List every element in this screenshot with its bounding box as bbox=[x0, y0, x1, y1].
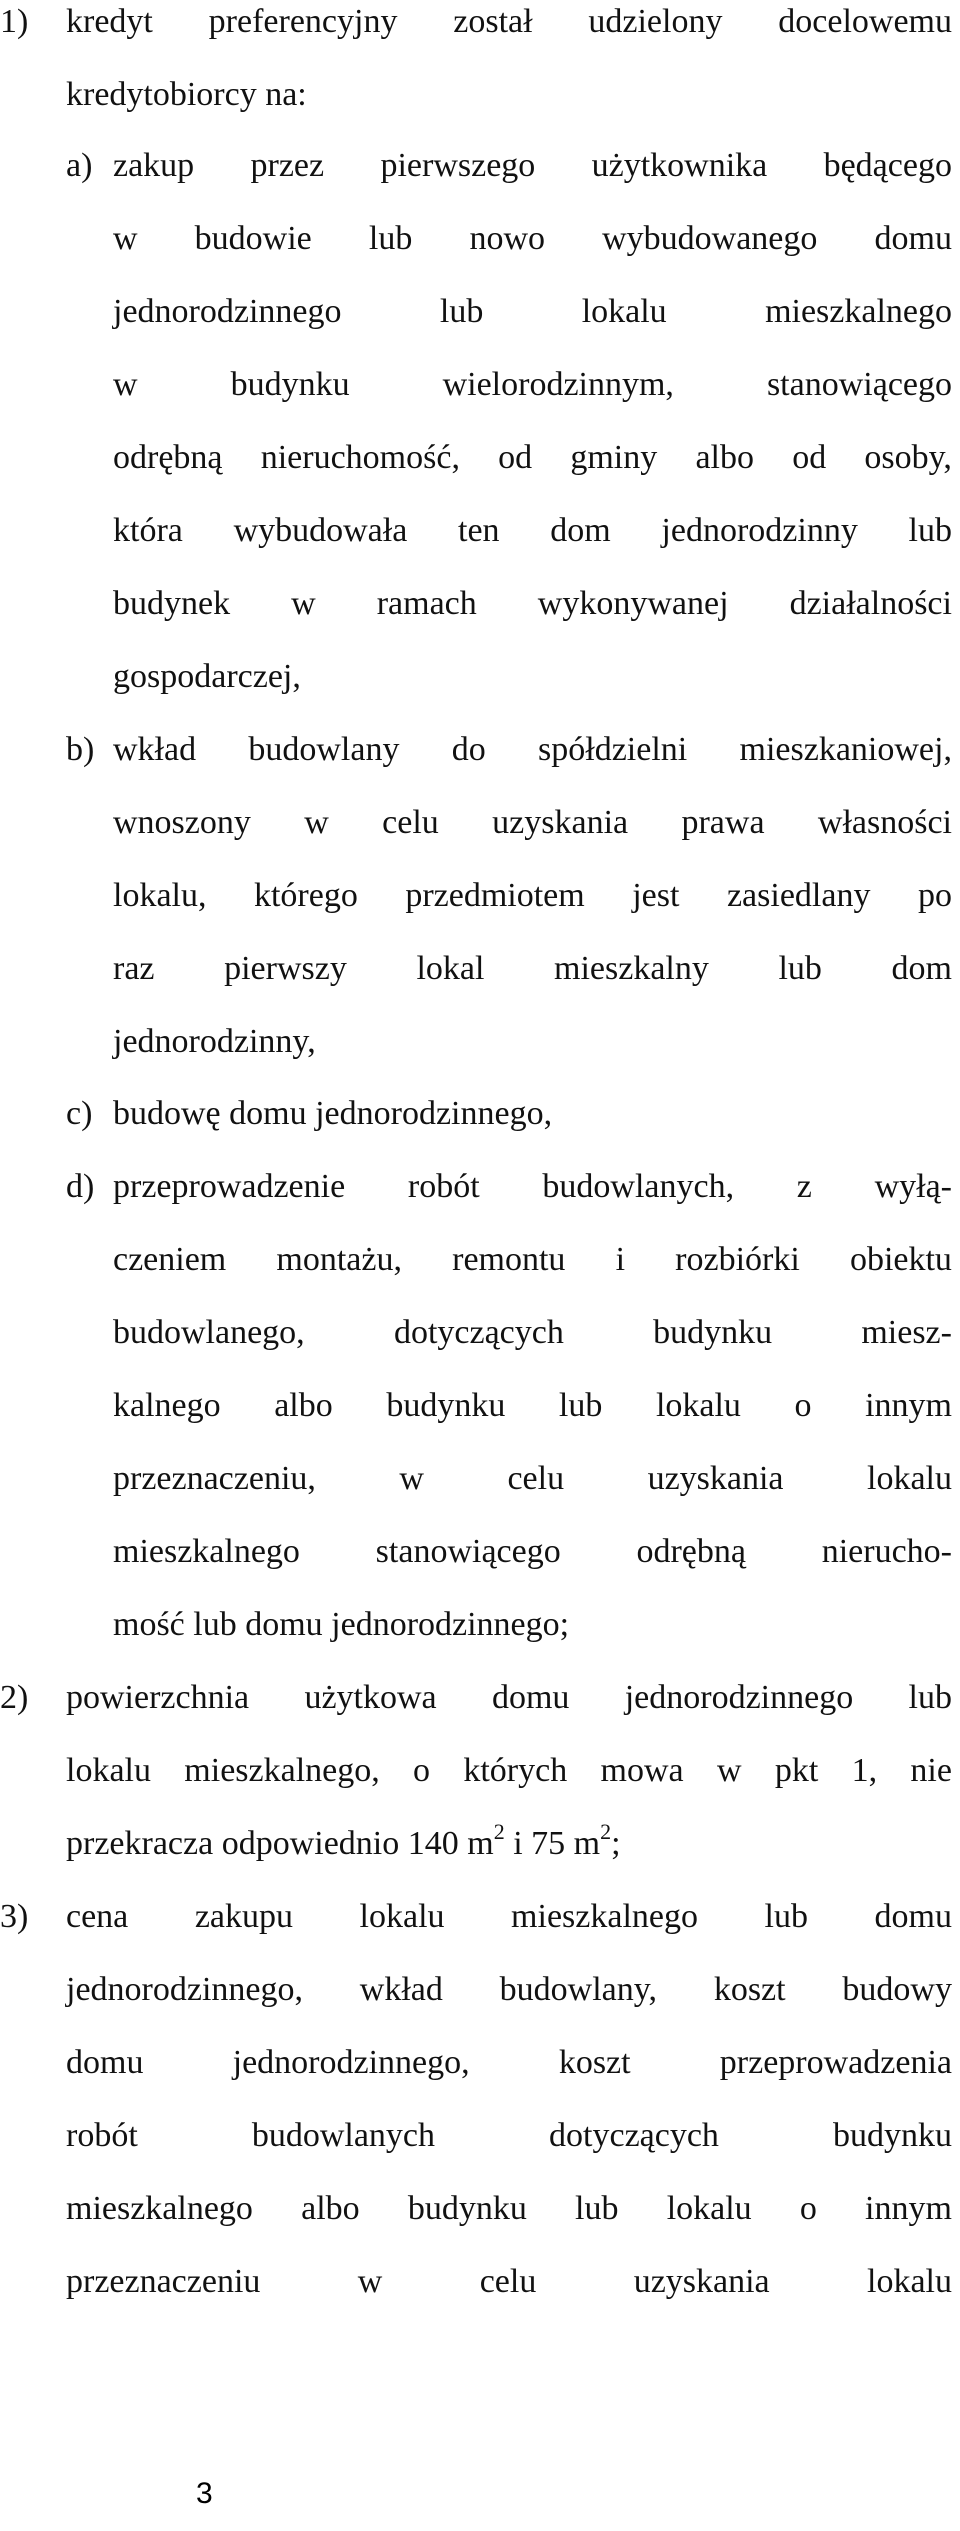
word: koszt bbox=[558, 2044, 631, 2081]
word: celu bbox=[382, 804, 439, 841]
sub-d-line-3 bbox=[113, 1313, 952, 1353]
word: użytkowa bbox=[304, 1679, 437, 1716]
word: zakupu bbox=[194, 1898, 293, 1935]
sub-a-line-2 bbox=[113, 219, 952, 259]
word: w bbox=[113, 366, 138, 403]
word: robót bbox=[407, 1168, 480, 1205]
sub-b-line-4 bbox=[113, 949, 952, 989]
word: wielorodzinnym, bbox=[442, 366, 674, 403]
word: mieszkalnego, bbox=[184, 1752, 380, 1789]
word: został bbox=[453, 3, 533, 40]
word: zakup bbox=[113, 147, 195, 184]
word: którego bbox=[253, 877, 358, 914]
word: robót bbox=[66, 2117, 138, 2154]
word: od bbox=[792, 439, 827, 476]
word: po bbox=[917, 877, 952, 914]
word: dotyczących bbox=[549, 2117, 719, 2154]
word: raz bbox=[113, 950, 155, 987]
word: użytkownika bbox=[591, 147, 768, 184]
sub-a-line-3 bbox=[113, 292, 952, 332]
word: lokalu bbox=[867, 2263, 952, 2300]
item-2-number: 2) bbox=[0, 1679, 29, 1716]
word: w bbox=[399, 1460, 424, 1497]
word: zasiedlany bbox=[726, 877, 871, 914]
word: która bbox=[113, 512, 183, 549]
word: jednorodzinnego bbox=[624, 1679, 854, 1716]
item-2-line-2 bbox=[66, 1751, 952, 1791]
word: obiektu bbox=[849, 1241, 952, 1278]
word: budowy bbox=[842, 1971, 952, 2008]
word: lokalu bbox=[359, 1898, 445, 1935]
word: przeprowadzenia bbox=[719, 2044, 952, 2081]
item-2-area-text-2: i 75 m bbox=[504, 1825, 601, 1862]
item-1-number: 1) bbox=[0, 3, 29, 40]
item-3-line-3 bbox=[66, 2043, 952, 2083]
sub-d-line-7: mość lub domu jednorodzinnego; bbox=[113, 1606, 570, 1643]
sub-c-letter: c) bbox=[66, 1095, 93, 1132]
word: mowa bbox=[600, 1752, 684, 1789]
word: lokalu, bbox=[113, 877, 207, 914]
word: dotyczących bbox=[393, 1314, 564, 1351]
word: przez bbox=[250, 147, 325, 184]
word: preferencyjny bbox=[208, 3, 398, 40]
word: budynku bbox=[653, 1314, 773, 1351]
word: wykonywanej bbox=[537, 585, 729, 622]
sub-d-line-2 bbox=[113, 1240, 952, 1280]
word: w bbox=[357, 2263, 383, 2300]
word: budynku bbox=[230, 366, 350, 403]
word: lub bbox=[368, 220, 413, 257]
word: do bbox=[451, 731, 486, 768]
word: uzyskania bbox=[633, 2263, 770, 2300]
word: lub bbox=[558, 1387, 603, 1424]
sub-b-letter: b) bbox=[66, 731, 95, 768]
word: mieszkalnego bbox=[66, 2190, 253, 2227]
word: montażu, bbox=[276, 1241, 402, 1278]
word: w bbox=[716, 1752, 742, 1789]
word: domu bbox=[66, 2044, 144, 2081]
word: kalnego bbox=[113, 1387, 221, 1424]
word: mieszkaniowej, bbox=[739, 731, 952, 768]
word: lokalu bbox=[66, 1752, 151, 1789]
word: dom bbox=[891, 950, 952, 987]
word: z bbox=[796, 1168, 812, 1205]
word: wkład bbox=[359, 1971, 443, 2008]
word: innym bbox=[865, 2190, 952, 2227]
word: spółdzielni bbox=[538, 731, 688, 768]
word: lub bbox=[778, 950, 822, 987]
word: domu bbox=[874, 220, 952, 257]
word: albo bbox=[274, 1387, 333, 1424]
word: docelowemu bbox=[778, 3, 952, 40]
item-2-line-1 bbox=[66, 1678, 952, 1718]
sub-d-line-1 bbox=[113, 1167, 952, 1207]
sub-b-line-5: jednorodzinny, bbox=[113, 1023, 316, 1060]
word: albo bbox=[695, 439, 754, 476]
word: lub bbox=[575, 2190, 619, 2227]
item-2-sup-2: 2 bbox=[600, 1818, 612, 1844]
word: budowlanego, bbox=[113, 1314, 305, 1351]
word: wybudowała bbox=[233, 512, 408, 549]
sub-a-line-4 bbox=[113, 365, 952, 405]
word: miesz- bbox=[861, 1314, 952, 1351]
sub-b-line-1 bbox=[113, 730, 952, 770]
sub-a-letter: a) bbox=[66, 147, 93, 184]
word: powierzchnia bbox=[66, 1679, 250, 1716]
word: rozbiórki bbox=[675, 1241, 800, 1278]
word: budynku bbox=[386, 1387, 506, 1424]
word: budowlanych bbox=[251, 2117, 435, 2154]
word: jednorodzinny bbox=[661, 512, 858, 549]
word: budynku bbox=[407, 2190, 527, 2227]
word: ramach bbox=[376, 585, 477, 622]
word: o bbox=[799, 2190, 817, 2227]
word: odrębną bbox=[636, 1533, 746, 1570]
item-1-line-1 bbox=[66, 2, 952, 42]
word: nieruchomość, bbox=[260, 439, 460, 476]
item-3-line-1 bbox=[66, 1897, 952, 1937]
word: domu bbox=[874, 1898, 952, 1935]
word: wnoszony bbox=[113, 804, 251, 841]
word: w bbox=[291, 585, 316, 622]
word: mieszkalnego bbox=[511, 1898, 698, 1935]
word: budowie bbox=[194, 220, 312, 257]
word: nie bbox=[910, 1752, 952, 1789]
word: wybudowanego bbox=[602, 220, 818, 257]
word: przeprowadzenie bbox=[113, 1168, 346, 1205]
word: innym bbox=[865, 1387, 952, 1424]
word: lokalu bbox=[655, 1387, 741, 1424]
word: jednorodzinnego, bbox=[66, 1971, 303, 2008]
word: celu bbox=[507, 1460, 565, 1497]
item-2-area-text-3: ; bbox=[611, 1825, 621, 1862]
word: budowlanych, bbox=[542, 1168, 735, 1205]
sub-a-line-1 bbox=[113, 146, 952, 186]
sub-a-line-7 bbox=[113, 584, 952, 624]
word: koszt bbox=[713, 1971, 786, 2008]
item-2-area-text-1: przekracza odpowiednio 140 m bbox=[66, 1825, 494, 1862]
sub-d-letter: d) bbox=[66, 1168, 95, 1205]
word: gminy bbox=[570, 439, 658, 476]
word: pierwszego bbox=[380, 147, 536, 184]
item-2-sup-1: 2 bbox=[493, 1818, 505, 1844]
word: budowlany bbox=[248, 731, 400, 768]
word: jednorodzinnego, bbox=[232, 2044, 470, 2081]
sub-d-line-6 bbox=[113, 1532, 952, 1572]
word: dom bbox=[550, 512, 611, 549]
item-3-line-2 bbox=[66, 1970, 952, 2010]
word: uzyskania bbox=[647, 1460, 784, 1497]
word: mieszkalnego bbox=[113, 1533, 300, 1570]
word: przeznaczeniu, bbox=[113, 1460, 316, 1497]
item-3-line-5 bbox=[66, 2189, 952, 2229]
sub-b-line-2 bbox=[113, 803, 952, 843]
word: cena bbox=[66, 1898, 129, 1935]
word: jednorodzinnego bbox=[113, 293, 342, 330]
word: mieszkalnego bbox=[765, 293, 952, 330]
word: wkład bbox=[113, 731, 197, 768]
word: i bbox=[615, 1241, 626, 1278]
word: ten bbox=[458, 512, 500, 549]
word: lokalu bbox=[666, 2190, 752, 2227]
sub-c-line-1: budowę domu jednorodzinnego, bbox=[113, 1095, 553, 1132]
word: osoby, bbox=[864, 439, 952, 476]
word: przedmiotem bbox=[405, 877, 585, 914]
word: lub bbox=[764, 1898, 808, 1935]
sub-b-line-3 bbox=[113, 876, 952, 916]
word: lub bbox=[908, 512, 952, 549]
word: udzielony bbox=[588, 3, 723, 40]
word: kredyt bbox=[66, 3, 153, 40]
sub-d-line-4 bbox=[113, 1386, 952, 1426]
word: budynek bbox=[113, 585, 231, 622]
item-3-number: 3) bbox=[0, 1898, 29, 1935]
word: odrębną bbox=[113, 439, 223, 476]
item-3-line-4 bbox=[66, 2116, 952, 2156]
word: własności bbox=[817, 804, 952, 841]
word: budynku bbox=[832, 2117, 952, 2154]
word: prawa bbox=[681, 804, 765, 841]
word: przeznaczeniu bbox=[66, 2263, 261, 2300]
word: uzyskania bbox=[492, 804, 629, 841]
item-2-line-3 bbox=[66, 1818, 621, 1864]
page-number: 3 bbox=[196, 2477, 213, 2510]
word: będącego bbox=[823, 147, 952, 184]
sub-a-line-8: gospodarczej, bbox=[113, 658, 301, 695]
word: czeniem bbox=[113, 1241, 227, 1278]
word: nierucho- bbox=[821, 1533, 952, 1570]
word: o bbox=[413, 1752, 431, 1789]
word: wyłą- bbox=[874, 1168, 952, 1205]
word: których bbox=[463, 1752, 568, 1789]
sub-d-line-5 bbox=[113, 1459, 952, 1499]
word: nowo bbox=[469, 220, 545, 257]
word: remontu bbox=[452, 1241, 566, 1278]
item-3-line-6 bbox=[66, 2262, 952, 2302]
word: lokalu bbox=[581, 293, 667, 330]
word: lub bbox=[439, 293, 484, 330]
word: budowlany, bbox=[499, 1971, 658, 2008]
word: lokalu bbox=[867, 1460, 952, 1497]
word: od bbox=[498, 439, 533, 476]
word: stanowiącego bbox=[766, 366, 952, 403]
sub-a-line-5 bbox=[113, 438, 952, 478]
word: domu bbox=[491, 1679, 570, 1716]
word: 1, bbox=[851, 1752, 878, 1789]
word: lokal bbox=[416, 950, 485, 987]
word: jest bbox=[632, 877, 680, 914]
word: działalności bbox=[789, 585, 952, 622]
word: albo bbox=[301, 2190, 360, 2227]
word: w bbox=[304, 804, 329, 841]
word: w bbox=[113, 220, 138, 257]
word: pierwszy bbox=[224, 950, 347, 987]
item-1-line-2: kredytobiorcy na: bbox=[66, 76, 307, 113]
word: celu bbox=[479, 2263, 537, 2300]
word: stanowiącego bbox=[375, 1533, 561, 1570]
word: pkt bbox=[774, 1752, 819, 1789]
word: o bbox=[794, 1387, 812, 1424]
word: lub bbox=[908, 1679, 952, 1716]
word: mieszkalny bbox=[554, 950, 709, 987]
sub-a-line-6 bbox=[113, 511, 952, 551]
